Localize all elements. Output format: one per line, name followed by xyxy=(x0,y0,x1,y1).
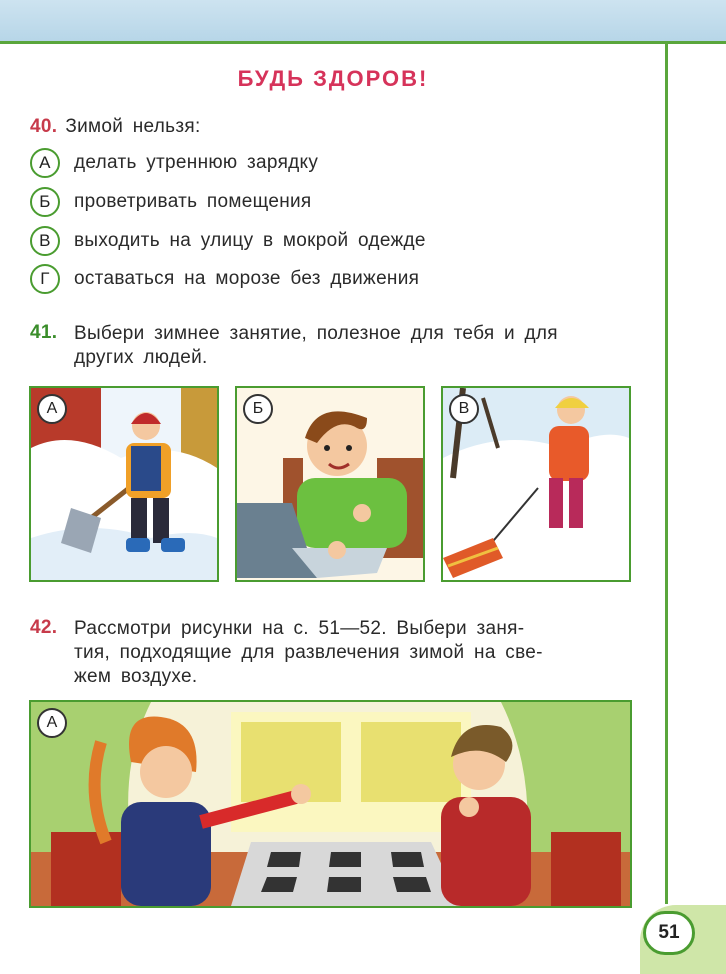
question-40-option-v[interactable] xyxy=(30,226,426,256)
question-41-number: 41. xyxy=(30,322,58,343)
question-41-text xyxy=(74,322,640,370)
picture-v-badge: В xyxy=(449,394,479,424)
option-b-badge: Б xyxy=(30,187,60,217)
picture-v-sledding[interactable] xyxy=(441,386,631,582)
picture-a-chess[interactable] xyxy=(29,700,632,908)
question-42-text xyxy=(74,617,640,689)
question-41-number-line xyxy=(30,322,65,344)
question-41-line-2: других людей. xyxy=(74,347,208,368)
question-40-option-g[interactable] xyxy=(30,264,419,294)
question-42-number: 42. xyxy=(30,617,58,638)
question-41-line-1: Выбери зимнее занятие, полезное для тебя и для xyxy=(74,323,558,344)
option-v-badge: В xyxy=(30,226,60,256)
option-b-text: проветривать помещения xyxy=(74,191,312,212)
page-number: 51 xyxy=(643,911,695,955)
question-40-number: 40. xyxy=(30,116,58,137)
question-40 xyxy=(30,116,201,138)
option-v-text: выходить на улицу в мокрой одежде xyxy=(74,230,426,251)
picture-a-shoveling[interactable] xyxy=(29,386,219,582)
picture-b-badge: Б xyxy=(243,394,273,424)
picture-a-badge: А xyxy=(37,394,67,424)
option-g-text: оставаться на морозе без движения xyxy=(74,268,420,289)
margin-rule xyxy=(665,44,668,904)
option-a-text: делать утреннюю зарядку xyxy=(74,152,319,173)
question-42-line-2: тия, подходящие для развлечения зимой на све- xyxy=(74,642,543,663)
picture-b-computer[interactable] xyxy=(235,386,425,582)
question-42-number-line xyxy=(30,617,65,639)
page-title: БУДЬ ЗДОРОВ! xyxy=(237,66,429,91)
question-40-option-b[interactable] xyxy=(30,187,312,217)
question-40-option-a[interactable] xyxy=(30,148,318,178)
picture-chess-badge: А xyxy=(37,708,67,738)
question-42-line-3: жем воздухе. xyxy=(74,666,198,687)
question-42-line-1: Рассмотри рисунки на с. 51—52. Выбери заня- xyxy=(74,618,525,639)
question-40-text: Зимой нельзя: xyxy=(65,116,201,137)
top-band xyxy=(0,0,726,44)
option-a-badge: А xyxy=(30,148,60,178)
option-g-badge: Г xyxy=(30,264,60,294)
chess-illustration xyxy=(31,702,630,906)
